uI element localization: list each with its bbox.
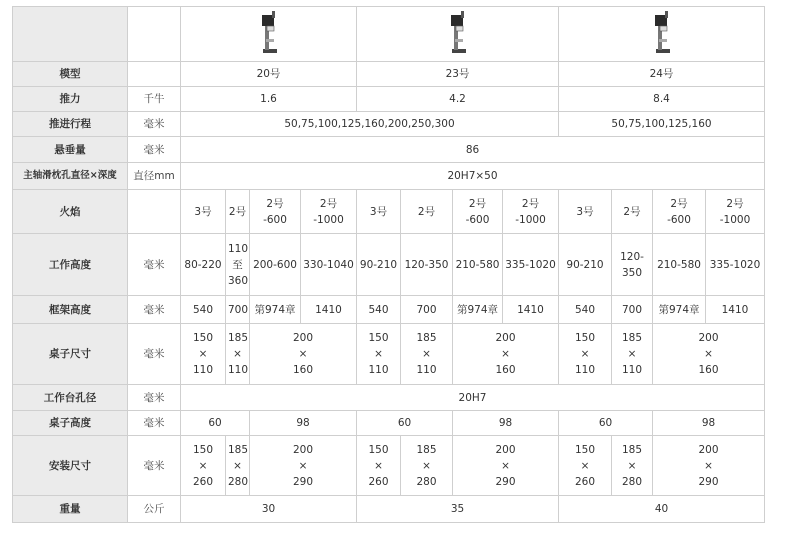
value-cell: 1410 <box>503 296 559 324</box>
value-cell <box>653 190 706 234</box>
value-cell: 50,75,100,125,160 <box>559 112 765 137</box>
cell-line: 150 <box>368 443 389 456</box>
value-cell: 60 <box>181 411 250 436</box>
cell-line: × <box>422 459 431 472</box>
value-cell <box>612 324 653 385</box>
unit-cell: 毫米 <box>128 436 181 496</box>
value-cell: 200-600 <box>250 234 301 296</box>
cell-line: × <box>198 459 208 472</box>
value-cell: 第974章 <box>250 296 301 324</box>
model-cell: 20号 <box>181 62 357 87</box>
value-cell: 4.2 <box>357 87 559 112</box>
cell-line: -1000 <box>719 213 751 226</box>
cell-line: 200 <box>698 443 719 456</box>
row-header: 火焰 <box>13 190 128 234</box>
cell-line: 2号 <box>521 197 540 210</box>
value-cell <box>653 324 765 385</box>
value-cell: 98 <box>653 411 765 436</box>
value-cell: 90-210 <box>559 234 612 296</box>
product-image-cell <box>181 7 357 62</box>
value-cell: 98 <box>250 411 357 436</box>
row-header: 桌子高度 <box>13 411 128 436</box>
cell-line: 2号 <box>417 205 436 218</box>
value-cell: 60 <box>357 411 453 436</box>
value-cell <box>301 190 357 234</box>
cell-line: 2号 <box>726 197 744 210</box>
flame-row <box>13 190 765 234</box>
value-cell: 40 <box>559 496 765 523</box>
image-row <box>13 7 765 62</box>
value-cell: 700 <box>612 296 653 324</box>
unit-cell: 毫米 <box>128 324 181 385</box>
unit-cell: 毫米 <box>128 137 181 163</box>
unit-cell <box>128 190 181 234</box>
value-cell: 335-1020 <box>503 234 559 296</box>
row-header: 安装尺寸 <box>13 436 128 496</box>
row-header: 主轴滑枕孔直径×深度 <box>13 163 128 190</box>
cell-line: 185 <box>228 332 249 344</box>
value-cell: 50,75,100,125,160,200,250,300 <box>181 112 559 137</box>
value-cell <box>181 436 226 496</box>
cell-line: 160 <box>292 364 314 376</box>
value-cell <box>559 324 612 385</box>
cell-line: 185 <box>416 443 437 456</box>
cell-line: 150 <box>192 443 214 456</box>
cell-line: × <box>233 459 242 472</box>
table-size-row <box>13 324 765 385</box>
cell-line: 260 <box>368 475 389 488</box>
value-cell: 98 <box>453 411 559 436</box>
cell-line: 2号 <box>670 197 688 210</box>
unit-cell: 千牛 <box>128 87 181 112</box>
table-hole-row <box>13 385 765 411</box>
cell-line: × <box>198 348 208 360</box>
cell-line: -600 <box>667 213 691 226</box>
value-cell: 120-350 <box>401 234 453 296</box>
cell-line: 110 <box>192 364 214 376</box>
cell-line: 185 <box>416 332 437 344</box>
value-cell <box>559 436 612 496</box>
unit-cell: 毫米 <box>128 411 181 436</box>
unit-cell: 毫米 <box>128 296 181 324</box>
cell-line: × <box>704 348 713 360</box>
cell-line: 150 <box>192 332 214 344</box>
value-cell <box>401 436 453 496</box>
value-cell <box>250 190 301 234</box>
cell-line: 260 <box>574 475 596 488</box>
value-cell <box>453 436 559 496</box>
value-cell <box>357 436 401 496</box>
value-cell: 86 <box>181 137 765 163</box>
cell-line: 280 <box>228 475 249 488</box>
corner-unit-cell <box>128 7 181 62</box>
cell-line: 200 <box>292 332 314 344</box>
drill-press-image <box>651 9 673 55</box>
weight-row <box>13 496 765 523</box>
cell-line: 3号 <box>194 205 212 218</box>
cell-line: × <box>298 348 308 360</box>
row-header: 重量 <box>13 496 128 523</box>
cell-line: 150 <box>368 332 389 344</box>
value-cell: 1.6 <box>181 87 357 112</box>
value-cell: 540 <box>357 296 401 324</box>
cell-line: 280 <box>416 475 437 488</box>
value-cell: 80-220 <box>181 234 226 296</box>
unit-cell: 直径mm <box>128 163 181 190</box>
row-header: 工作高度 <box>13 234 128 296</box>
value-cell <box>250 436 357 496</box>
row-header: 桌子尺寸 <box>13 324 128 385</box>
spindle-row <box>13 163 765 190</box>
product-image-cell <box>357 7 559 62</box>
cell-line: -1000 <box>313 213 344 226</box>
value-cell: 335-1020 <box>706 234 765 296</box>
cell-line: 260 <box>192 475 214 488</box>
row-header: 推进行程 <box>13 112 128 137</box>
cell-line: 2号 <box>319 197 338 210</box>
value-cell: 第974章 <box>653 296 706 324</box>
cell-line: 185 <box>621 443 643 456</box>
value-cell <box>226 436 250 496</box>
value-cell <box>559 190 612 234</box>
value-cell <box>612 190 653 234</box>
cell-line: -1000 <box>515 213 546 226</box>
cell-line: 2号 <box>228 205 247 218</box>
cell-line: × <box>374 459 383 472</box>
value-cell: 30 <box>181 496 357 523</box>
value-cell <box>357 324 401 385</box>
cell-line: 150 <box>574 443 596 456</box>
cell-line: 2号 <box>266 197 284 210</box>
cell-line: × <box>627 348 637 360</box>
value-cell <box>181 190 226 234</box>
value-cell: 第974章 <box>453 296 503 324</box>
value-cell <box>226 190 250 234</box>
value-cell: 1410 <box>706 296 765 324</box>
value-cell <box>706 190 765 234</box>
frame-height-row <box>13 296 765 324</box>
unit-cell: 毫米 <box>128 112 181 137</box>
product-image-cell <box>559 7 765 62</box>
cell-line: 185 <box>621 332 643 344</box>
cell-line: × <box>374 348 383 360</box>
spec-table <box>12 6 765 523</box>
value-cell: 330-1040 <box>301 234 357 296</box>
row-header: 工作台孔径 <box>13 385 128 411</box>
cell-line: 110 <box>574 364 596 376</box>
cell-line: 110 <box>228 364 249 376</box>
cell-line: 110 <box>621 364 643 376</box>
overhang-row <box>13 137 765 163</box>
model-row <box>13 62 765 87</box>
work-height-row <box>13 234 765 296</box>
stroke-row <box>13 112 765 137</box>
value-cell <box>612 436 653 496</box>
cell-line: 280 <box>621 475 643 488</box>
value-cell: 120-350 <box>612 234 653 296</box>
mount-row <box>13 436 765 496</box>
cell-line: 160 <box>698 364 719 376</box>
unit-cell: 毫米 <box>128 234 181 296</box>
value-cell: 90-210 <box>357 234 401 296</box>
cell-line: 200 <box>495 332 516 344</box>
cell-line: 150 <box>574 332 596 344</box>
unit-cell <box>128 62 181 87</box>
cell-line: 3号 <box>369 205 388 218</box>
value-cell: 20H7×50 <box>181 163 765 190</box>
value-cell: 540 <box>559 296 612 324</box>
cell-line: 290 <box>495 475 516 488</box>
table-height-row <box>13 411 765 436</box>
cell-line: × <box>580 459 590 472</box>
value-cell: 35 <box>357 496 559 523</box>
unit-cell: 毫米 <box>128 385 181 411</box>
value-cell: 210-580 <box>653 234 706 296</box>
value-cell <box>250 324 357 385</box>
cell-line: 2号 <box>468 197 487 210</box>
cell-line: 200 <box>698 332 719 344</box>
cell-line: × <box>233 348 242 360</box>
value-cell: 60 <box>559 411 653 436</box>
value-cell <box>226 324 250 385</box>
cell-line: 至 <box>232 258 243 271</box>
row-header: 模型 <box>13 62 128 87</box>
force-row <box>13 87 765 112</box>
value-cell <box>401 190 453 234</box>
cell-line: × <box>501 348 510 360</box>
value-cell: 20H7 <box>181 385 765 411</box>
row-header: 框架高度 <box>13 296 128 324</box>
cell-line: 110 <box>416 364 437 376</box>
cell-line: × <box>298 459 308 472</box>
cell-line: × <box>422 348 431 360</box>
cell-line: 160 <box>495 364 516 376</box>
corner-cell <box>13 7 128 62</box>
cell-line: × <box>704 459 713 472</box>
unit-cell: 公斤 <box>128 496 181 523</box>
cell-line: × <box>501 459 510 472</box>
value-cell: 210-580 <box>453 234 503 296</box>
row-header: 悬垂量 <box>13 137 128 163</box>
value-cell <box>503 190 559 234</box>
value-cell <box>357 190 401 234</box>
value-cell <box>401 324 453 385</box>
value-cell: 540 <box>181 296 226 324</box>
cell-line: 110 <box>228 242 249 255</box>
cell-line: 110 <box>368 364 389 376</box>
cell-line: 290 <box>698 475 719 488</box>
cell-line: 2号 <box>623 205 641 218</box>
value-cell: 700 <box>226 296 250 324</box>
cell-line: -600 <box>465 213 490 226</box>
drill-press-image <box>447 9 469 55</box>
cell-line: -600 <box>263 213 287 226</box>
value-cell <box>181 324 226 385</box>
cell-line: 200 <box>292 443 314 456</box>
value-cell <box>653 436 765 496</box>
value-cell <box>226 234 250 296</box>
model-cell: 24号 <box>559 62 765 87</box>
cell-line: 200 <box>495 443 516 456</box>
value-cell <box>453 190 503 234</box>
value-cell: 700 <box>401 296 453 324</box>
cell-line: × <box>627 459 637 472</box>
cell-line: × <box>580 348 590 360</box>
row-header: 推力 <box>13 87 128 112</box>
cell-line: 185 <box>228 443 249 456</box>
value-cell: 1410 <box>301 296 357 324</box>
drill-press-image <box>258 9 280 55</box>
value-cell <box>453 324 559 385</box>
cell-line: 290 <box>292 475 314 488</box>
cell-line: 3号 <box>576 205 594 218</box>
model-cell: 23号 <box>357 62 559 87</box>
cell-line: 360 <box>228 274 249 287</box>
value-cell: 8.4 <box>559 87 765 112</box>
